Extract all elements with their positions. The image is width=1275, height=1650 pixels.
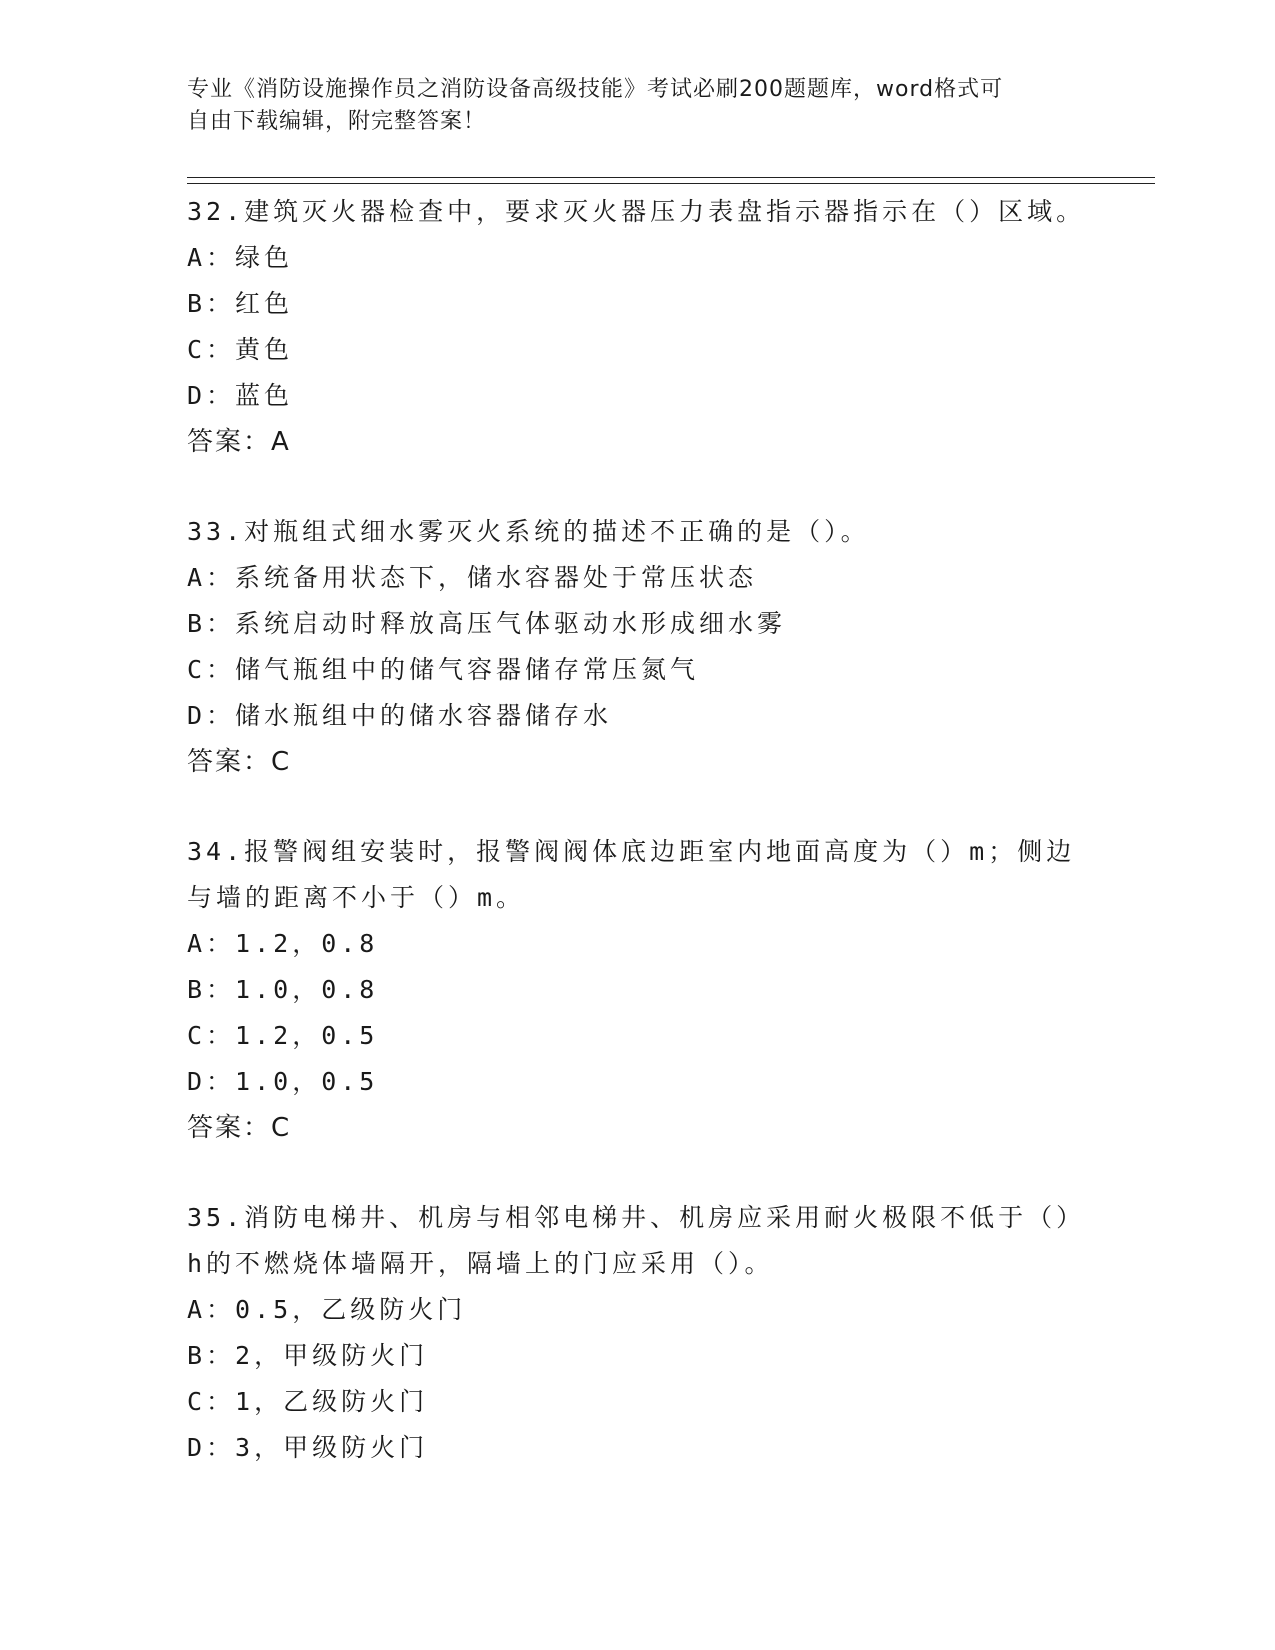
question-stem-line-2: 与墙的距离不小于（）m。: [187, 883, 526, 912]
option-a: A：1.2，0.8: [187, 929, 379, 958]
header-line-1: 专业《消防设施操作员之消防设备高级技能》考试必刷200题题库，word格式可: [187, 77, 1004, 102]
question-stem-line-1: 35.消防电梯井、机房与相邻电梯井、机房应采用耐火极限不低于（）: [187, 1203, 1086, 1232]
document-header: [187, 74, 1067, 138]
option-c: C：1，乙级防火门: [187, 1387, 429, 1416]
question-35: [187, 1195, 1087, 1471]
question-stem-line-2: h的不燃烧体墙隔开，隔墙上的门应采用（）。: [187, 1249, 774, 1278]
option-a: A：系统备用状态下，储水容器处于常压状态: [187, 563, 758, 592]
option-b: B：1.0，0.8: [187, 975, 379, 1004]
answer-label: 答案：C: [187, 1113, 292, 1143]
answer-label: 答案：A: [187, 427, 291, 457]
question-32: [187, 189, 1087, 465]
option-d: D：1.0，0.5: [187, 1067, 379, 1096]
question-33: [187, 509, 1087, 785]
question-stem-line-1: 34.报警阀组安装时，报警阀阀体底边距室内地面高度为（）m；侧边: [187, 837, 1076, 866]
option-c: C：储气瓶组中的储气容器储存常压氮气: [187, 655, 700, 684]
option-d: D：3，甲级防火门: [187, 1433, 429, 1462]
header-divider-top: [187, 177, 1155, 178]
option-c: C：黄色: [187, 335, 294, 364]
question-list: [187, 189, 1087, 1471]
option-a: A：0.5，乙级防火门: [187, 1295, 467, 1324]
question-stem: 33.对瓶组式细水雾灭火系统的描述不正确的是（）。: [187, 517, 870, 546]
option-c: C：1.2，0.5: [187, 1021, 379, 1050]
question-34: [187, 829, 1087, 1151]
header-line-2: 自由下载编辑，附完整答案！: [187, 109, 487, 134]
option-b: B：2，甲级防火门: [187, 1341, 429, 1370]
header-divider-bottom: [187, 183, 1155, 184]
option-a: A：绿色: [187, 243, 294, 272]
option-d: D：蓝色: [187, 381, 294, 410]
answer-label: 答案：C: [187, 747, 292, 777]
option-b: B：系统启动时释放高压气体驱动水形成细水雾: [187, 609, 787, 638]
option-b: B：红色: [187, 289, 294, 318]
question-stem: 32.建筑灭火器检查中，要求灭火器压力表盘指示器指示在（）区域。: [187, 197, 1086, 226]
option-d: D：储水瓶组中的储水容器储存水: [187, 701, 613, 730]
